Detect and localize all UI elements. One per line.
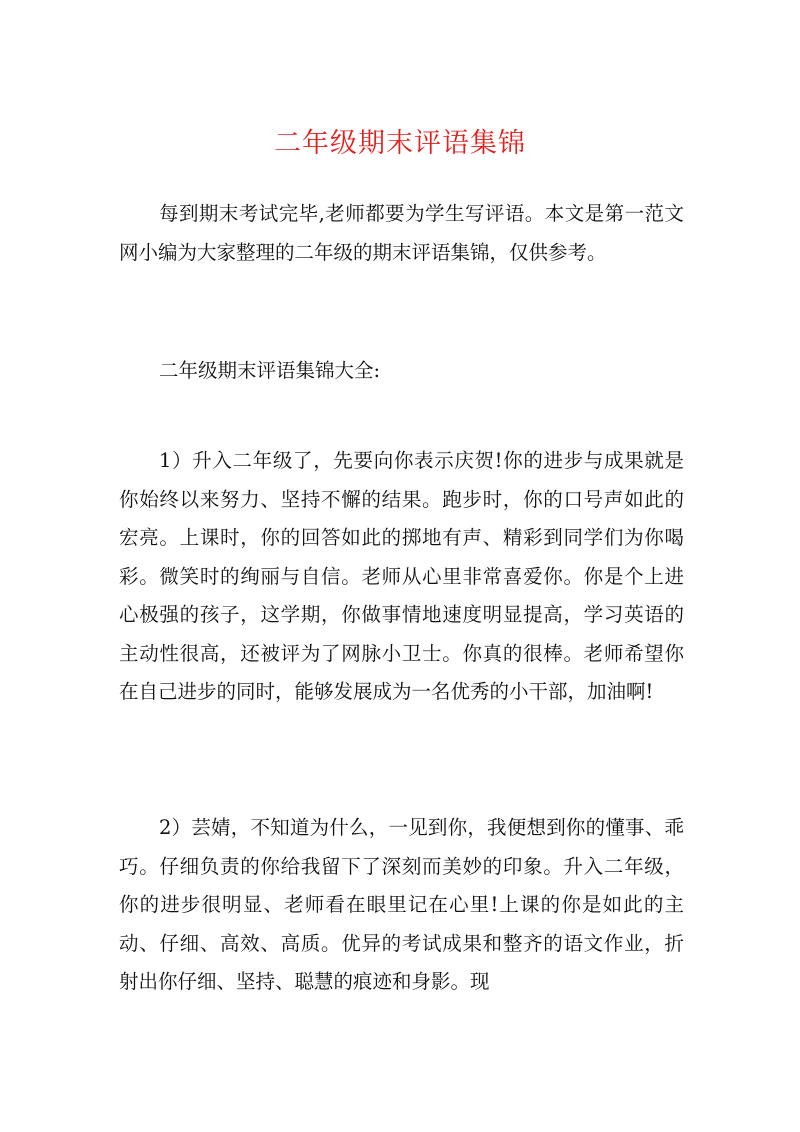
document-title: 二年级期末评语集锦 <box>274 128 526 159</box>
comment-item-2: 2）芸婧，不知道为什么，一见到你，我便想到你的懂事、乖巧。仔细负责的你给我留下了深刻而美妙的印象。升入二年级，你的进步很明显、老师看在眼里记在心里!上课的你是如此的主动、仔细、高效、高质。优异的考试成果和整齐的语文作业，折射出你仔细、坚持、聪慧的痕迹和身影。现 <box>119 816 684 993</box>
comment-item-1: 1）升入二年级了，先要向你表示庆贺!你的进步与成果就是你始终以来努力、坚持不懈的结果。跑步时，你的口号声如此的宏亮。上课时，你的回答如此的掷地有声、精彩到同学们为你喝彩。微笑时的绚丽与自信。老师从心里非常喜爱你。你是个上进心极强的孩子，这学期，你做事情地速度明显提高，学习英语的主动性很高，还被评为了网脉小卫士。你真的很棒。老师希望你在自己进步的同时，能够发展成为一名优秀的小干部，加油啊! <box>119 449 684 703</box>
intro-paragraph: 每到期末考试完毕,老师都要为学生写评语。本文是第一范文网小编为大家整理的二年级的期末评语集锦，仅供参考。 <box>119 202 684 264</box>
section-heading: 二年级期末评语集锦大全: <box>159 359 381 382</box>
